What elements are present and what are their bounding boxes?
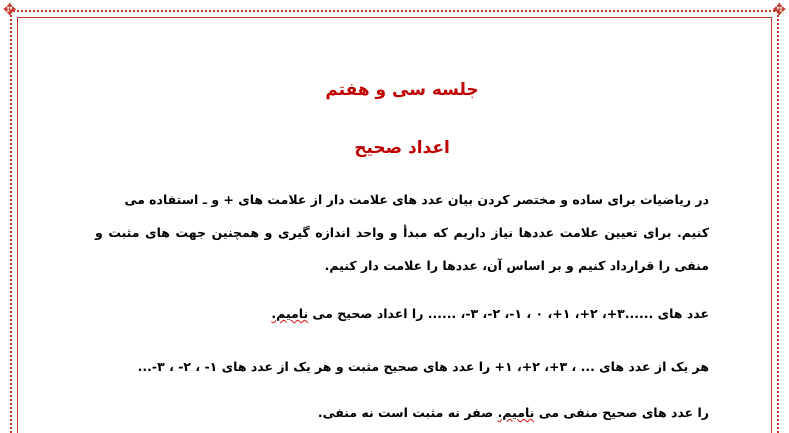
paragraph-line: هر یک از عدد های ... ، ۳+، ۲+، ۱+ را عدد های صحیح مثبت و هر یک از عدد های ۱- ، ۲- ، ۳-... [137, 359, 709, 374]
corner-ornament-icon: ✥ [3, 0, 17, 19]
spellcheck-word: نامیم. [497, 405, 535, 420]
paragraph-line: منفی را قرارداد کنیم و بر اساس آن، عددها را علامت دار کنیم. [324, 258, 709, 273]
paragraph-line: در ریاضیات برای ساده و مختصر کردن بیان عدد های علامت دار از علامت های + و ـ استفاده می [124, 192, 709, 207]
definition-line [95, 297, 709, 330]
corner-ornament-icon: ✥ [772, 0, 786, 19]
paragraph-line [95, 396, 709, 429]
topic-title: اعداد صحیح [354, 138, 450, 158]
paragraph-text: صفر نه مثبت است نه منفی. [317, 405, 498, 420]
spellcheck-word: نامیم. [271, 306, 309, 321]
definition-text: عدد های ......۳+، ۲+، ۱+، ۰ ، ۱-، ۲-، ۳-، ...... را اعداد صحیح می [308, 306, 709, 321]
paragraph-text: را عدد های صحیح منفی می [534, 405, 709, 420]
paragraph-line: کنیم. برای تعیین علامت عددها نیاز داریم که مبدأ و واحد اندازه گیری و همچنین جهت های مثبت و [95, 225, 709, 240]
session-title: جلسه سی و هفتم [325, 80, 479, 100]
